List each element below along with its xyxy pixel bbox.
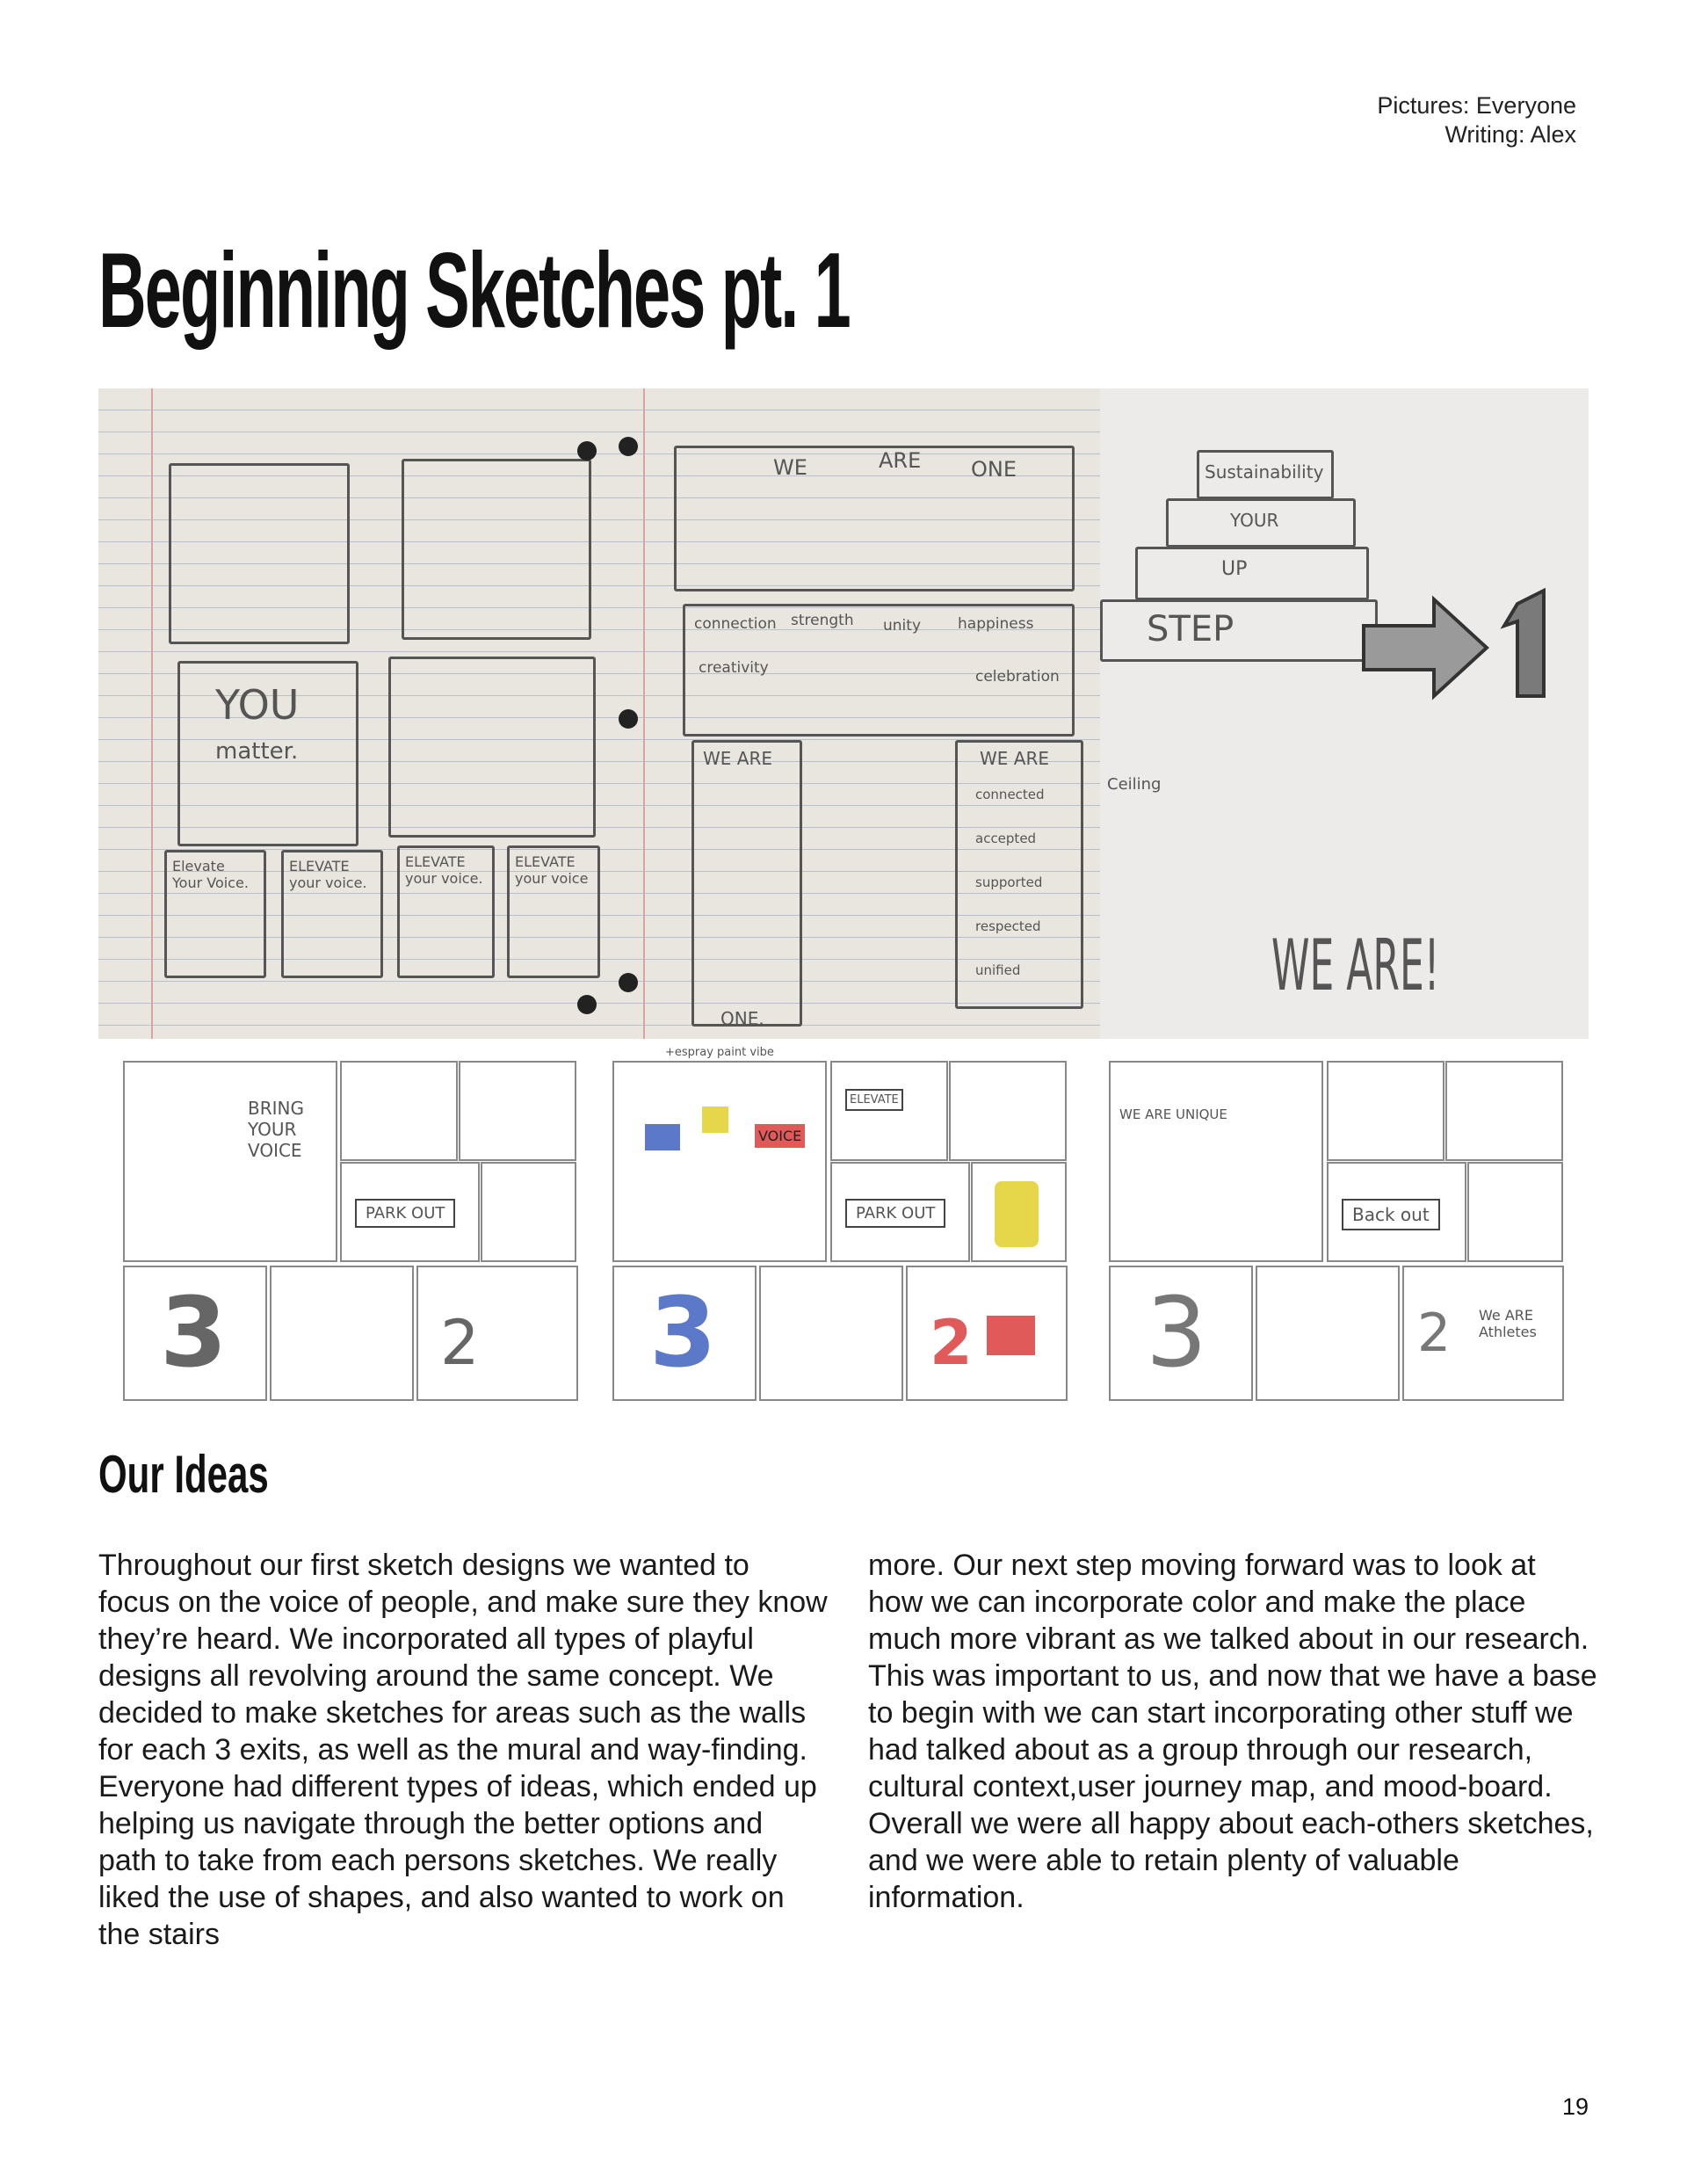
sign-frame: PARK OUT [830, 1162, 970, 1262]
binder-hole [619, 973, 638, 992]
one-text: ONE. [720, 1008, 764, 1029]
vibe-note: +espray paint vibe [665, 1046, 774, 1059]
credit-pictures: Pictures: Everyone [1377, 92, 1576, 119]
section-heading: Our Ideas [98, 1445, 269, 1504]
sketch-box [169, 463, 350, 644]
sign-frame: Back out [1327, 1162, 1466, 1262]
wall-frame: ELEVATE [830, 1061, 948, 1161]
elevate-card: ELEVATE your voice. [397, 845, 495, 978]
stair-step: STEP [1100, 599, 1378, 662]
page-number: 19 [1561, 2093, 1589, 2120]
arrow-frame [1467, 1162, 1563, 1262]
mural-frame: BRING YOUR VOICE [123, 1061, 337, 1262]
stair-wall-frame: 2 [416, 1266, 578, 1401]
margin-line [643, 388, 645, 1039]
stair-frame [1445, 1061, 1563, 1161]
arrow-frame [481, 1162, 576, 1262]
stair-wall-frame: 2 We ARE Athletes [1402, 1266, 1564, 1401]
page-title: Beginning Sketches pt. 1 [98, 230, 850, 350]
wall-frame [340, 1061, 458, 1161]
sketch-box: connection strength unity happiness creativity celebration [683, 604, 1075, 736]
sketch-box [177, 661, 358, 846]
stair-frame [949, 1061, 1067, 1161]
floor-frame: 3 [123, 1266, 267, 1401]
storyboard-2 [595, 1039, 1091, 1408]
sketch-box [402, 459, 591, 640]
sketch-box [388, 657, 596, 838]
sketch-photo-2 [608, 388, 1100, 1039]
sketch-photo-3 [1100, 388, 1589, 1039]
sign-frame: PARK OUT [340, 1162, 480, 1262]
mural-frame: VOICE [612, 1061, 827, 1262]
arrow-frame [971, 1162, 1067, 1262]
you-text: YOU [215, 681, 300, 729]
sketch-box: WE ARE ONE [674, 446, 1075, 591]
binder-hole [577, 995, 597, 1014]
floor-frame: 3 [612, 1266, 757, 1401]
stair-step: Sustainability [1197, 450, 1334, 499]
binder-hole [619, 437, 638, 456]
elevator-frame [759, 1266, 903, 1401]
arrow-one-icon [1355, 582, 1575, 705]
floor-frame: 3 [1109, 1266, 1253, 1401]
sketch-box: WE ARE [691, 740, 802, 1027]
elevate-card: Elevate Your Voice. [164, 850, 266, 978]
credits [1377, 91, 1576, 149]
elevator-frame [270, 1266, 414, 1401]
sketch-photo-1 [98, 388, 608, 1039]
sketch-box: WE ARE connected accepted supported respected unified [955, 740, 1083, 1009]
wall-frame [1327, 1061, 1444, 1161]
binder-hole [577, 441, 597, 461]
mural-frame: WE ARE UNIQUE [1109, 1061, 1323, 1262]
stair-frame [459, 1061, 576, 1161]
ideas-paragraph-left: Throughout our first sketch designs we wanted to focus on the voice of people, and make sure they know they’re heard. We incorporated all types of playful designs all revolving around the same concept. We decided to make sketches for areas such as the walls for each 3 exits, as well as the mural and way-finding. Everyone had different types of ideas, which ended up helping us navigate through the better options and path to take from each persons sketches. We really liked the use of shapes, and also wanted to work on the stairs [98, 1549, 828, 1951]
we-are-text: WE ARE! [1271, 925, 1440, 1006]
stair-step: UP [1135, 547, 1369, 600]
storyboard-3 [1091, 1039, 1589, 1408]
elevator-frame [1256, 1266, 1400, 1401]
credit-writing: Writing: Alex [1444, 121, 1576, 148]
binder-hole [619, 709, 638, 729]
elevate-card: ELEVATE your voice. [281, 850, 383, 978]
ideas-paragraph-right: more. Our next step moving forward was to look at how we can incorporate color and make the place much more vibrant as we talked about in our research. This was important to us, and now that we have a base to begin with we can start incorporating other stuff we had talked about as a group through our research, cultural context,user journey map, and mood-board. Overall we were all happy about each-others sketches, and we were able to retain plenty of valuable information. [868, 1549, 1597, 1914]
stair-step: YOUR [1166, 498, 1356, 548]
elevate-card: ELEVATE your voice [507, 845, 600, 978]
margin-line [151, 388, 153, 1039]
storyboard-1 [98, 1039, 595, 1408]
ceiling-text: Ceiling [1107, 775, 1162, 794]
matter-text: matter. [215, 738, 299, 765]
stair-wall-frame: 2 [906, 1266, 1068, 1401]
